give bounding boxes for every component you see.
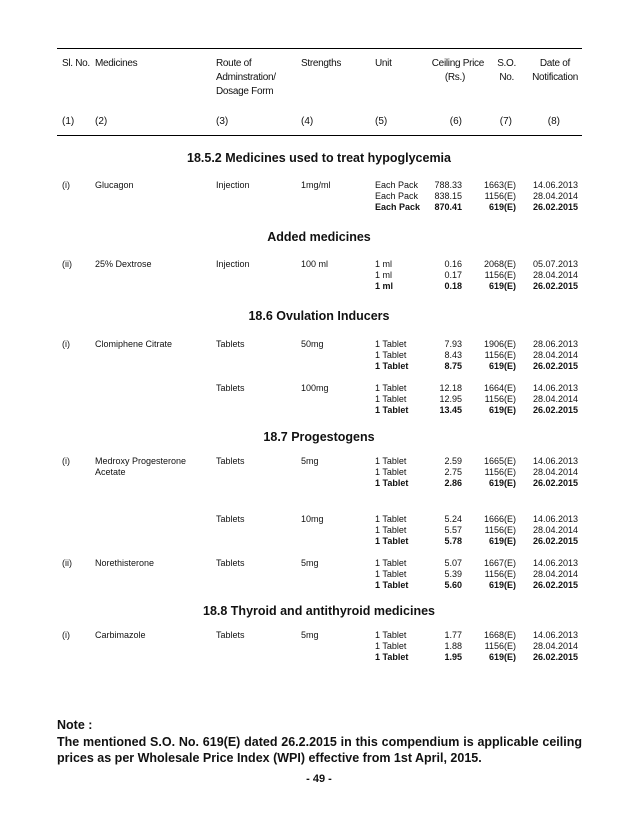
row-route: Tablets: [216, 514, 245, 524]
row-ceiling-price: 8.75: [444, 361, 462, 371]
row-unit: 1 Tablet: [375, 350, 407, 360]
col-num-2: (2): [95, 116, 108, 127]
row-so-number: 619(E): [488, 478, 516, 488]
row-unit: 1 Tablet: [375, 580, 409, 590]
row-notification-date: 28.04.2014: [532, 641, 578, 651]
header-medicines: Medicines: [95, 58, 138, 69]
col-num-7: (7): [499, 116, 512, 127]
row-so-number: 619(E): [488, 580, 516, 590]
row-unit: 1 Tablet: [375, 536, 409, 546]
col-num-6: (6): [449, 116, 462, 127]
section-heading-thyroid: 18.8 Thyroid and antithyroid medicines: [203, 604, 435, 618]
row-ceiling-price: 1.95: [444, 652, 462, 662]
row-notification-date: 26.02.2015: [532, 536, 578, 546]
row-notification-date: 14.06.2013: [532, 558, 578, 568]
row-ceiling-price: 1.88: [444, 641, 462, 651]
page-number: - 49 -: [306, 773, 332, 785]
row-unit: 1 Tablet: [375, 467, 407, 477]
row-strength: 1mg/ml: [301, 180, 331, 190]
row-medicine-name: 25% Dextrose: [95, 259, 152, 269]
row-unit: 1 Tablet: [375, 652, 409, 662]
row-notification-date: 28.06.2013: [532, 339, 578, 349]
row-notification-date: 26.02.2015: [532, 202, 578, 212]
row-so-number: 619(E): [488, 281, 516, 291]
row-notification-date: 14.06.2013: [532, 383, 578, 393]
row-strength: 5mg: [301, 558, 319, 568]
row-so-number: 1156(E): [484, 191, 516, 201]
row-ceiling-price: 5.78: [444, 536, 462, 546]
row-so-number: 1664(E): [483, 383, 516, 393]
row-notification-date: 26.02.2015: [532, 478, 578, 488]
row-ceiling-price: 5.39: [444, 569, 462, 579]
row-notification-date: 26.02.2015: [532, 405, 578, 415]
row-so-number: 1668(E): [483, 630, 516, 640]
row-unit: 1 Tablet: [375, 383, 407, 393]
row-notification-date: 26.02.2015: [532, 652, 578, 662]
row-route: Tablets: [216, 558, 245, 568]
row-sl-no: (i): [62, 180, 70, 190]
section-heading-ovulation-inducers: 18.6 Ovulation Inducers: [248, 309, 390, 323]
section-heading-progestogens: 18.7 Progestogens: [263, 430, 375, 444]
row-medicine-name: Carbimazole: [95, 630, 146, 640]
header-ceiling-price-line2: (Rs.): [444, 72, 465, 83]
row-sl-no: (ii): [62, 558, 72, 568]
row-so-number: 1156(E): [484, 641, 516, 651]
row-so-number: 1156(E): [484, 467, 516, 477]
note-body: The mentioned S.O. No. 619(E) dated 26.2.2015 in this compendium is applicable ceiling prices as per Wholesale Price Index (WPI) effective from 1st April, 2015.: [57, 735, 582, 765]
header-strengths: Strengths: [301, 58, 342, 69]
col-num-4: (4): [301, 116, 314, 127]
row-ceiling-price: 5.24: [444, 514, 462, 524]
row-medicine-name: Medroxy Progesterone: [95, 456, 187, 466]
row-ceiling-price: 0.16: [444, 259, 462, 269]
header-date-line1: Date of: [539, 58, 570, 69]
row-unit: 1 Tablet: [375, 630, 407, 640]
row-strength: 100mg: [301, 383, 329, 393]
section-heading-hypoglycemia: 18.5.2 Medicines used to treat hypoglycemia: [187, 151, 451, 165]
row-notification-date: 14.06.2013: [532, 630, 578, 640]
col-num-5: (5): [375, 116, 388, 127]
row-strength: 5mg: [301, 456, 319, 466]
row-so-number: 619(E): [488, 361, 516, 371]
header-bottom-rule: [57, 135, 582, 136]
row-strength: 5mg: [301, 630, 319, 640]
row-notification-date: 05.07.2013: [532, 259, 578, 269]
row-so-number: 1665(E): [483, 456, 516, 466]
row-notification-date: 28.04.2014: [532, 270, 578, 280]
header-route-line1: Route of: [216, 58, 252, 69]
row-so-number: 1666(E): [483, 514, 516, 524]
row-so-number: 1156(E): [484, 270, 516, 280]
row-notification-date: 28.04.2014: [532, 525, 578, 535]
header-so-line2: No.: [499, 72, 514, 83]
section-heading-added-medicines: Added medicines: [267, 230, 371, 244]
row-unit: Each Pack: [375, 202, 421, 212]
row-ceiling-price: 1.77: [444, 630, 462, 640]
row-ceiling-price: 2.86: [444, 478, 462, 488]
header-unit: Unit: [375, 58, 392, 69]
row-so-number: 1667(E): [483, 558, 516, 568]
row-so-number: 1156(E): [484, 525, 516, 535]
row-so-number: 619(E): [488, 202, 516, 212]
row-notification-date: 28.04.2014: [532, 394, 578, 404]
row-ceiling-price: 5.60: [444, 580, 462, 590]
row-route: Injection: [216, 259, 250, 269]
row-unit: 1 Tablet: [375, 478, 409, 488]
row-unit: 1 Tablet: [375, 361, 409, 371]
row-sl-no: (ii): [62, 259, 72, 269]
row-so-number: 619(E): [488, 536, 516, 546]
header-route-line3: Dosage Form: [216, 86, 274, 97]
row-ceiling-price: 8.43: [444, 350, 462, 360]
row-so-number: 1156(E): [484, 569, 516, 579]
row-so-number: 1906(E): [483, 339, 516, 349]
col-num-3: (3): [216, 116, 229, 127]
row-notification-date: 26.02.2015: [532, 361, 578, 371]
row-ceiling-price: 2.75: [444, 467, 462, 477]
row-unit: 1 Tablet: [375, 405, 409, 415]
header-date-line2: Notification: [532, 72, 578, 83]
row-notification-date: 28.04.2014: [532, 350, 578, 360]
note-title: Note :: [57, 718, 93, 732]
row-route: Injection: [216, 180, 250, 190]
row-route: Tablets: [216, 630, 245, 640]
table-top-rule: [57, 48, 582, 49]
row-ceiling-price: 788.33: [434, 180, 462, 190]
row-ceiling-price: 2.59: [444, 456, 462, 466]
row-ceiling-price: 7.93: [444, 339, 462, 349]
row-medicine-name: Acetate: [95, 467, 126, 477]
row-route: Tablets: [216, 383, 245, 393]
row-so-number: 1663(E): [483, 180, 516, 190]
header-sl-no: Sl. No.: [62, 58, 90, 69]
row-sl-no: (i): [62, 456, 70, 466]
row-unit: 1 Tablet: [375, 514, 407, 524]
row-ceiling-price: 0.18: [444, 281, 462, 291]
row-unit: 1 Tablet: [375, 641, 407, 651]
header-ceiling-price-line1: Ceiling Price: [431, 58, 484, 69]
row-unit: 1 ml: [375, 270, 393, 280]
row-notification-date: 26.02.2015: [532, 580, 578, 590]
row-unit: 1 Tablet: [375, 569, 407, 579]
row-strength: 10mg: [301, 514, 324, 524]
row-ceiling-price: 13.45: [439, 405, 462, 415]
row-notification-date: 26.02.2015: [532, 281, 578, 291]
row-sl-no: (i): [62, 339, 70, 349]
row-notification-date: 14.06.2013: [532, 514, 578, 524]
row-ceiling-price: 0.17: [444, 270, 462, 280]
row-unit: 1 Tablet: [375, 339, 407, 349]
row-strength: 50mg: [301, 339, 324, 349]
row-unit: Each Pack: [375, 191, 419, 201]
row-medicine-name: Clomiphene Citrate: [95, 339, 173, 349]
row-unit: 1 Tablet: [375, 456, 407, 466]
row-ceiling-price: 5.07: [444, 558, 462, 568]
col-num-8: (8): [547, 116, 560, 127]
row-ceiling-price: 870.41: [434, 202, 462, 212]
row-ceiling-price: 838.15: [434, 191, 462, 201]
row-unit: 1 Tablet: [375, 525, 407, 535]
row-so-number: 619(E): [488, 405, 516, 415]
header-so-line1: S.O.: [497, 58, 516, 69]
row-unit: 1 Tablet: [375, 558, 407, 568]
header-route-line2: Adminstration/: [216, 72, 276, 83]
col-num-1: (1): [62, 116, 75, 127]
row-notification-date: 14.06.2013: [532, 456, 578, 466]
row-unit: 1 ml: [375, 259, 393, 269]
row-ceiling-price: 5.57: [444, 525, 462, 535]
row-unit: 1 Tablet: [375, 394, 407, 404]
row-ceiling-price: 12.18: [439, 383, 462, 393]
row-so-number: 1156(E): [484, 394, 516, 404]
row-notification-date: 28.04.2014: [532, 569, 578, 579]
row-unit: Each Pack: [375, 180, 419, 190]
row-so-number: 619(E): [488, 652, 516, 662]
row-unit: 1 ml: [375, 281, 394, 291]
row-medicine-name: Norethisterone: [95, 558, 155, 568]
row-notification-date: 28.04.2014: [532, 191, 578, 201]
row-so-number: 2068(E): [483, 259, 516, 269]
row-sl-no: (i): [62, 630, 70, 640]
row-notification-date: 28.04.2014: [532, 467, 578, 477]
row-strength: 100 ml: [301, 259, 329, 269]
row-route: Tablets: [216, 456, 245, 466]
row-medicine-name: Glucagon: [95, 180, 134, 190]
row-ceiling-price: 12.95: [439, 394, 462, 404]
row-notification-date: 14.06.2013: [532, 180, 578, 190]
row-route: Tablets: [216, 339, 245, 349]
row-so-number: 1156(E): [484, 350, 516, 360]
